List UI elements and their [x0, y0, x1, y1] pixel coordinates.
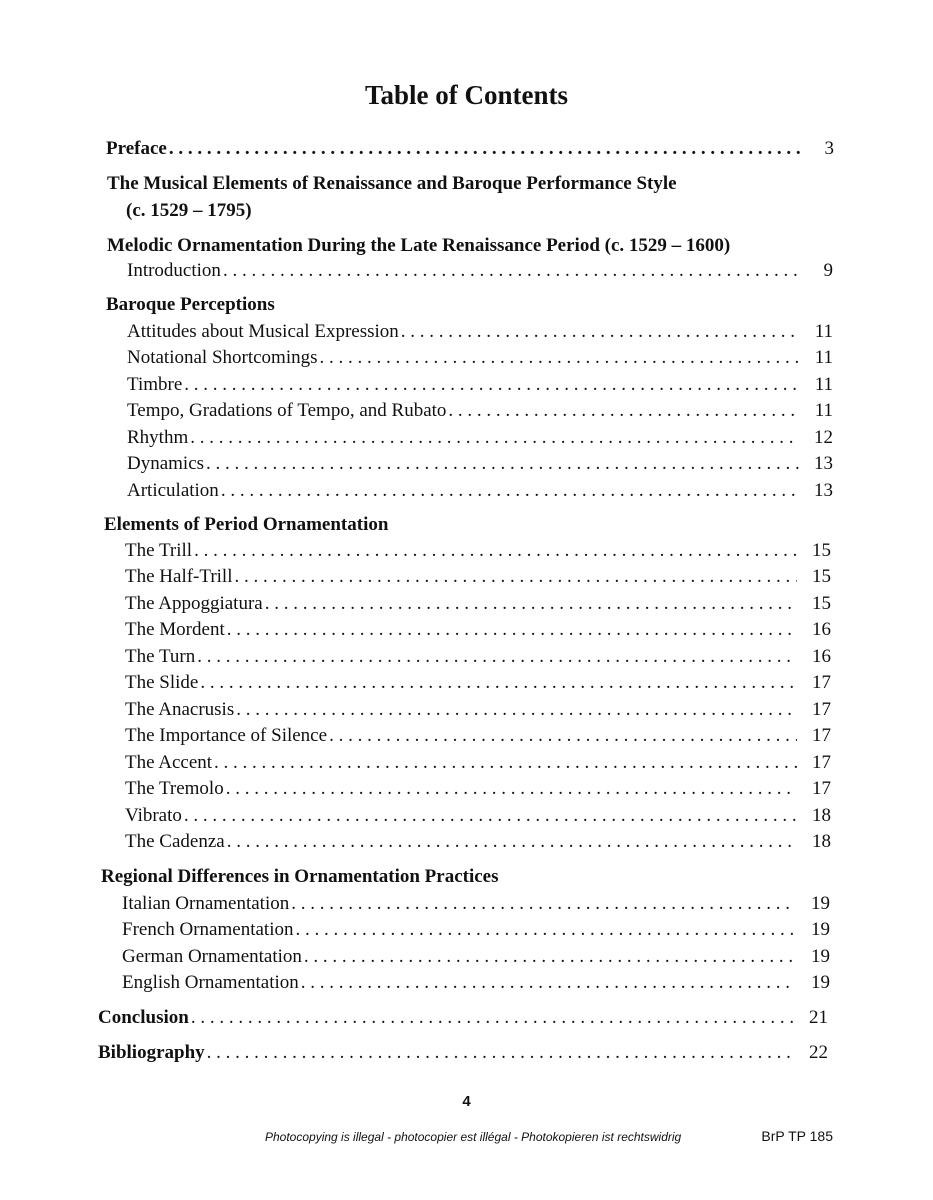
toc-label: Italian Ornamentation: [122, 893, 290, 914]
toc-page: 15: [812, 540, 831, 561]
toc-label: The Slide: [125, 672, 199, 693]
dot-leader: [304, 946, 796, 968]
toc-entry-timbre[interactable]: [127, 374, 833, 396]
toc-page: 16: [812, 619, 831, 640]
dot-leader: [227, 619, 797, 641]
toc-heading-musical-elements[interactable]: The Musical Elements of Renaissance and Baroque Performance Style: [107, 173, 677, 194]
toc-entry-appoggiatura[interactable]: [125, 593, 831, 615]
toc-entry-slide[interactable]: [125, 672, 831, 694]
toc-entry-attitudes[interactable]: [127, 321, 833, 343]
toc-label: The Importance of Silence: [125, 725, 328, 746]
dot-leader: [236, 699, 797, 721]
toc-label: The Anacrusis: [125, 699, 235, 720]
toc-page: 18: [812, 831, 831, 852]
dot-leader: [223, 260, 799, 282]
toc-label: Introduction: [127, 260, 221, 281]
toc-page: 16: [812, 646, 831, 667]
toc-label: The Turn: [125, 646, 196, 667]
dot-leader: [221, 480, 799, 502]
toc-label: The Tremolo: [125, 778, 224, 799]
toc-label: The Cadenza: [125, 831, 225, 852]
toc-label: Vibrato: [125, 805, 182, 826]
dot-leader: [191, 1007, 794, 1029]
toc-page: 19: [811, 946, 830, 967]
toc-entry-vibrato[interactable]: [125, 805, 831, 827]
toc-entry-rhythm[interactable]: [127, 427, 833, 449]
toc-entry-english[interactable]: [122, 972, 830, 994]
toc-label: The Half-Trill: [125, 566, 233, 587]
toc-page: 15: [812, 566, 831, 587]
toc-label: German Ornamentation: [122, 946, 302, 967]
toc-entry-introduction[interactable]: [127, 260, 833, 282]
toc-heading-musical-elements-dates: (c. 1529 – 1795): [126, 200, 252, 221]
dot-leader: [184, 374, 799, 396]
toc-label: Attitudes about Musical Expression: [127, 321, 399, 342]
toc-entry-italian[interactable]: [122, 893, 830, 915]
catalog-code: BrP TP 185: [761, 1128, 833, 1144]
toc-label: The Appoggiatura: [125, 593, 263, 614]
dot-leader: [234, 566, 797, 588]
toc-page: 17: [812, 752, 831, 773]
dot-leader: [291, 893, 796, 915]
toc-heading-period-ornamentation[interactable]: Elements of Period Ornamentation: [104, 514, 389, 535]
toc-label: Dynamics: [127, 453, 205, 474]
toc-label: English Ornamentation: [122, 972, 299, 993]
toc-label: Bibliography: [98, 1042, 205, 1063]
dot-leader: [207, 1042, 794, 1064]
copyright-notice: Photocopying is illegal - photocopier est illégal - Photokopieren ist rechtswidrig: [265, 1130, 682, 1144]
toc-page: 21: [809, 1007, 828, 1028]
dot-leader: [301, 972, 796, 994]
toc-page: 11: [814, 347, 833, 368]
dot-leader: [197, 646, 797, 668]
toc-page: 18: [812, 805, 831, 826]
toc-page: 9: [823, 260, 833, 281]
toc-heading-baroque-perceptions[interactable]: Baroque Perceptions: [106, 294, 275, 315]
toc-heading-melodic-ornamentation[interactable]: Melodic Ornamentation During the Late Renaissance Period (c. 1529 – 1600): [107, 235, 731, 256]
toc-entry-anacrusis[interactable]: [125, 699, 831, 721]
dot-leader: [295, 919, 796, 941]
dot-leader: [401, 321, 799, 343]
dot-leader: [184, 805, 797, 827]
toc-entry-bibliography[interactable]: [98, 1042, 828, 1064]
toc-page: 22: [809, 1042, 828, 1063]
dot-leader: [190, 427, 799, 449]
dot-leader: [320, 347, 799, 369]
toc-entry-accent[interactable]: [125, 752, 831, 774]
toc-page: 19: [811, 919, 830, 940]
toc-page: 13: [814, 453, 833, 474]
toc-label: Conclusion: [98, 1007, 189, 1028]
toc-page: 11: [814, 400, 833, 421]
dot-leader: [169, 138, 800, 160]
toc-entry-articulation[interactable]: [127, 480, 833, 502]
toc-label: Preface: [106, 138, 167, 159]
toc-label: French Ornamentation: [122, 919, 294, 940]
toc-label: The Mordent: [125, 619, 225, 640]
toc-page: 15: [812, 593, 831, 614]
dot-leader: [200, 672, 797, 694]
toc-label: Articulation: [127, 480, 219, 501]
toc-entry-mordent[interactable]: [125, 619, 831, 641]
dot-leader: [227, 831, 797, 853]
page-number: 4: [462, 1093, 471, 1110]
toc-label: Timbre: [127, 374, 183, 395]
toc-page: 19: [811, 893, 830, 914]
dot-leader: [194, 540, 797, 562]
toc-entry-cadenza[interactable]: [125, 831, 831, 853]
toc-entry-tremolo[interactable]: [125, 778, 831, 800]
toc-page: 17: [812, 725, 831, 746]
toc-entry-silence[interactable]: [125, 725, 831, 747]
toc-page: 12: [814, 427, 833, 448]
toc-label: Rhythm: [127, 427, 189, 448]
toc-page: 11: [814, 321, 833, 342]
toc-label: Notational Shortcomings: [127, 347, 318, 368]
page-title: Table of Contents: [364, 80, 569, 110]
toc-page: 13: [814, 480, 833, 501]
toc-page: 19: [811, 972, 830, 993]
toc-entry-tempo[interactable]: [127, 400, 833, 422]
toc-heading-regional-differences[interactable]: Regional Differences in Ornamentation Practices: [101, 866, 499, 887]
toc-page: 17: [812, 778, 831, 799]
toc-entry-trill[interactable]: [125, 540, 831, 562]
toc-entry-preface[interactable]: [106, 138, 834, 160]
dot-leader: [265, 593, 797, 615]
toc-page: 3: [824, 138, 834, 159]
toc-entry-notational[interactable]: [127, 347, 833, 369]
toc-entry-turn[interactable]: [125, 646, 831, 668]
toc-entry-dynamics[interactable]: [127, 453, 833, 475]
toc-page: 17: [812, 699, 831, 720]
dot-leader: [329, 725, 797, 747]
toc-label: The Trill: [125, 540, 193, 561]
dot-leader: [448, 400, 799, 422]
toc-page: 11: [814, 374, 833, 395]
toc-label: Tempo, Gradations of Tempo, and Rubato: [127, 400, 447, 421]
dot-leader: [206, 453, 799, 475]
toc-label: The Accent: [125, 752, 213, 773]
toc-entry-french[interactable]: [122, 919, 830, 941]
toc-entry-german[interactable]: [122, 946, 830, 968]
toc-page: 17: [812, 672, 831, 693]
toc-entry-half-trill[interactable]: [125, 566, 831, 588]
dot-leader: [226, 778, 797, 800]
dot-leader: [214, 752, 797, 774]
toc-entry-conclusion[interactable]: [98, 1007, 828, 1029]
